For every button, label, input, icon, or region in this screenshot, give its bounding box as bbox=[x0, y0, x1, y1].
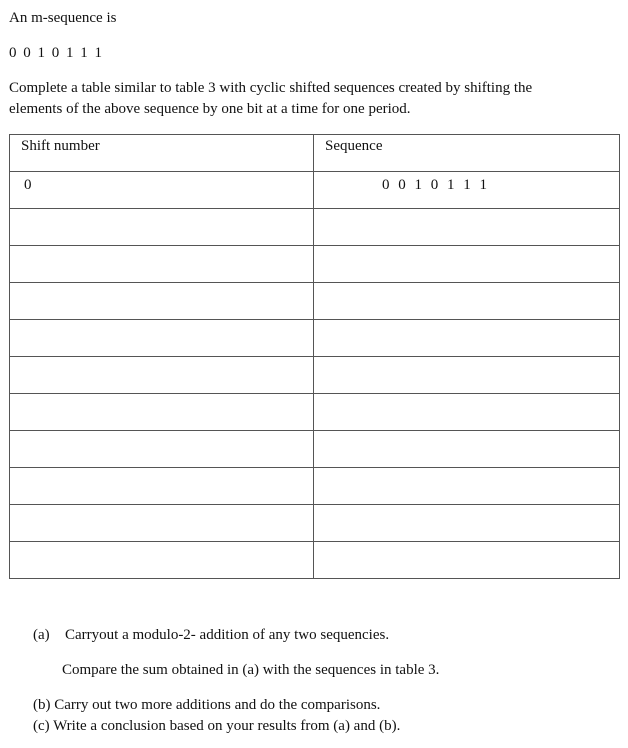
sequence-cell[interactable] bbox=[314, 431, 620, 468]
intro-text: An m-sequence is bbox=[9, 10, 117, 26]
shift-cell[interactable] bbox=[10, 468, 314, 505]
table-row bbox=[10, 542, 620, 579]
sequence-cell[interactable] bbox=[314, 209, 620, 246]
table-row bbox=[10, 209, 620, 246]
sequence-value bbox=[314, 320, 619, 324]
sequence-value bbox=[314, 209, 619, 213]
shift-value bbox=[10, 320, 313, 324]
header-sequence bbox=[314, 135, 620, 172]
instruction-line-1: Complete a table similar to table 3 with cyclic shifted sequences created by shifting the bbox=[9, 80, 533, 96]
sequence-value bbox=[314, 394, 619, 398]
table-row bbox=[10, 505, 620, 542]
sequence-value bbox=[314, 542, 619, 546]
shift-cell[interactable] bbox=[10, 542, 314, 579]
sequence-cell[interactable] bbox=[314, 357, 620, 394]
shift-cell[interactable] bbox=[10, 246, 314, 283]
shift-value bbox=[10, 394, 313, 398]
table-row bbox=[10, 283, 620, 320]
shift-value bbox=[10, 542, 313, 546]
table-row bbox=[10, 394, 620, 431]
shift-value bbox=[10, 431, 313, 435]
sequence-value bbox=[314, 431, 619, 435]
sequence-value bbox=[314, 468, 619, 472]
shift-cell[interactable] bbox=[10, 209, 314, 246]
m-sequence: 0 0 1 0 1 1 1 bbox=[9, 45, 104, 61]
shift-cell[interactable] bbox=[10, 357, 314, 394]
sequence-cell[interactable] bbox=[314, 246, 620, 283]
question-a-followup: Compare the sum obtained in (a) with the sequences in table 3. bbox=[62, 662, 440, 678]
question-b: (b) Carry out two more additions and do the comparisons. bbox=[33, 697, 381, 713]
shift-value bbox=[10, 505, 313, 509]
shift-value bbox=[10, 357, 313, 361]
header-shift-number-label: Shift number bbox=[21, 138, 100, 154]
shift-cell[interactable] bbox=[10, 283, 314, 320]
sequence-cell[interactable] bbox=[314, 394, 620, 431]
table-row bbox=[10, 172, 620, 209]
table-row bbox=[10, 468, 620, 505]
table-row bbox=[10, 431, 620, 468]
shift-table bbox=[9, 134, 620, 579]
sequence-value bbox=[314, 357, 619, 361]
sequence-cell[interactable] bbox=[314, 542, 620, 579]
shift-cell[interactable] bbox=[10, 320, 314, 357]
sequence-cell[interactable] bbox=[314, 172, 620, 209]
shift-value: 0 bbox=[24, 177, 32, 193]
table-header-row bbox=[10, 135, 620, 172]
question-a-text: Carryout a modulo-2- addition of any two sequencies. bbox=[65, 627, 390, 643]
sequence-cell[interactable] bbox=[314, 283, 620, 320]
table-row bbox=[10, 246, 620, 283]
shift-cell[interactable] bbox=[10, 172, 314, 209]
shift-cell[interactable] bbox=[10, 505, 314, 542]
sequence-value bbox=[314, 505, 619, 509]
sequence-value: 0 0 1 0 1 1 1 bbox=[382, 177, 488, 193]
shift-cell[interactable] bbox=[10, 394, 314, 431]
sequence-value bbox=[314, 246, 619, 250]
shift-value bbox=[10, 468, 313, 472]
header-shift-number bbox=[10, 135, 314, 172]
header-sequence-label: Sequence bbox=[325, 138, 383, 154]
sequence-value bbox=[314, 283, 619, 287]
shift-value bbox=[10, 246, 313, 250]
sequence-cell[interactable] bbox=[314, 468, 620, 505]
table-row bbox=[10, 357, 620, 394]
question-c: (c) Write a conclusion based on your results from (a) and (b). bbox=[33, 718, 401, 734]
instruction-line-2: elements of the above sequence by one bit at a time for one period. bbox=[9, 101, 411, 117]
shift-cell[interactable] bbox=[10, 431, 314, 468]
question-a bbox=[33, 626, 389, 644]
sequence-cell[interactable] bbox=[314, 505, 620, 542]
question-a-label: (a) bbox=[33, 627, 50, 643]
shift-value bbox=[10, 209, 313, 213]
shift-value bbox=[10, 283, 313, 287]
table-row bbox=[10, 320, 620, 357]
sequence-cell[interactable] bbox=[314, 320, 620, 357]
